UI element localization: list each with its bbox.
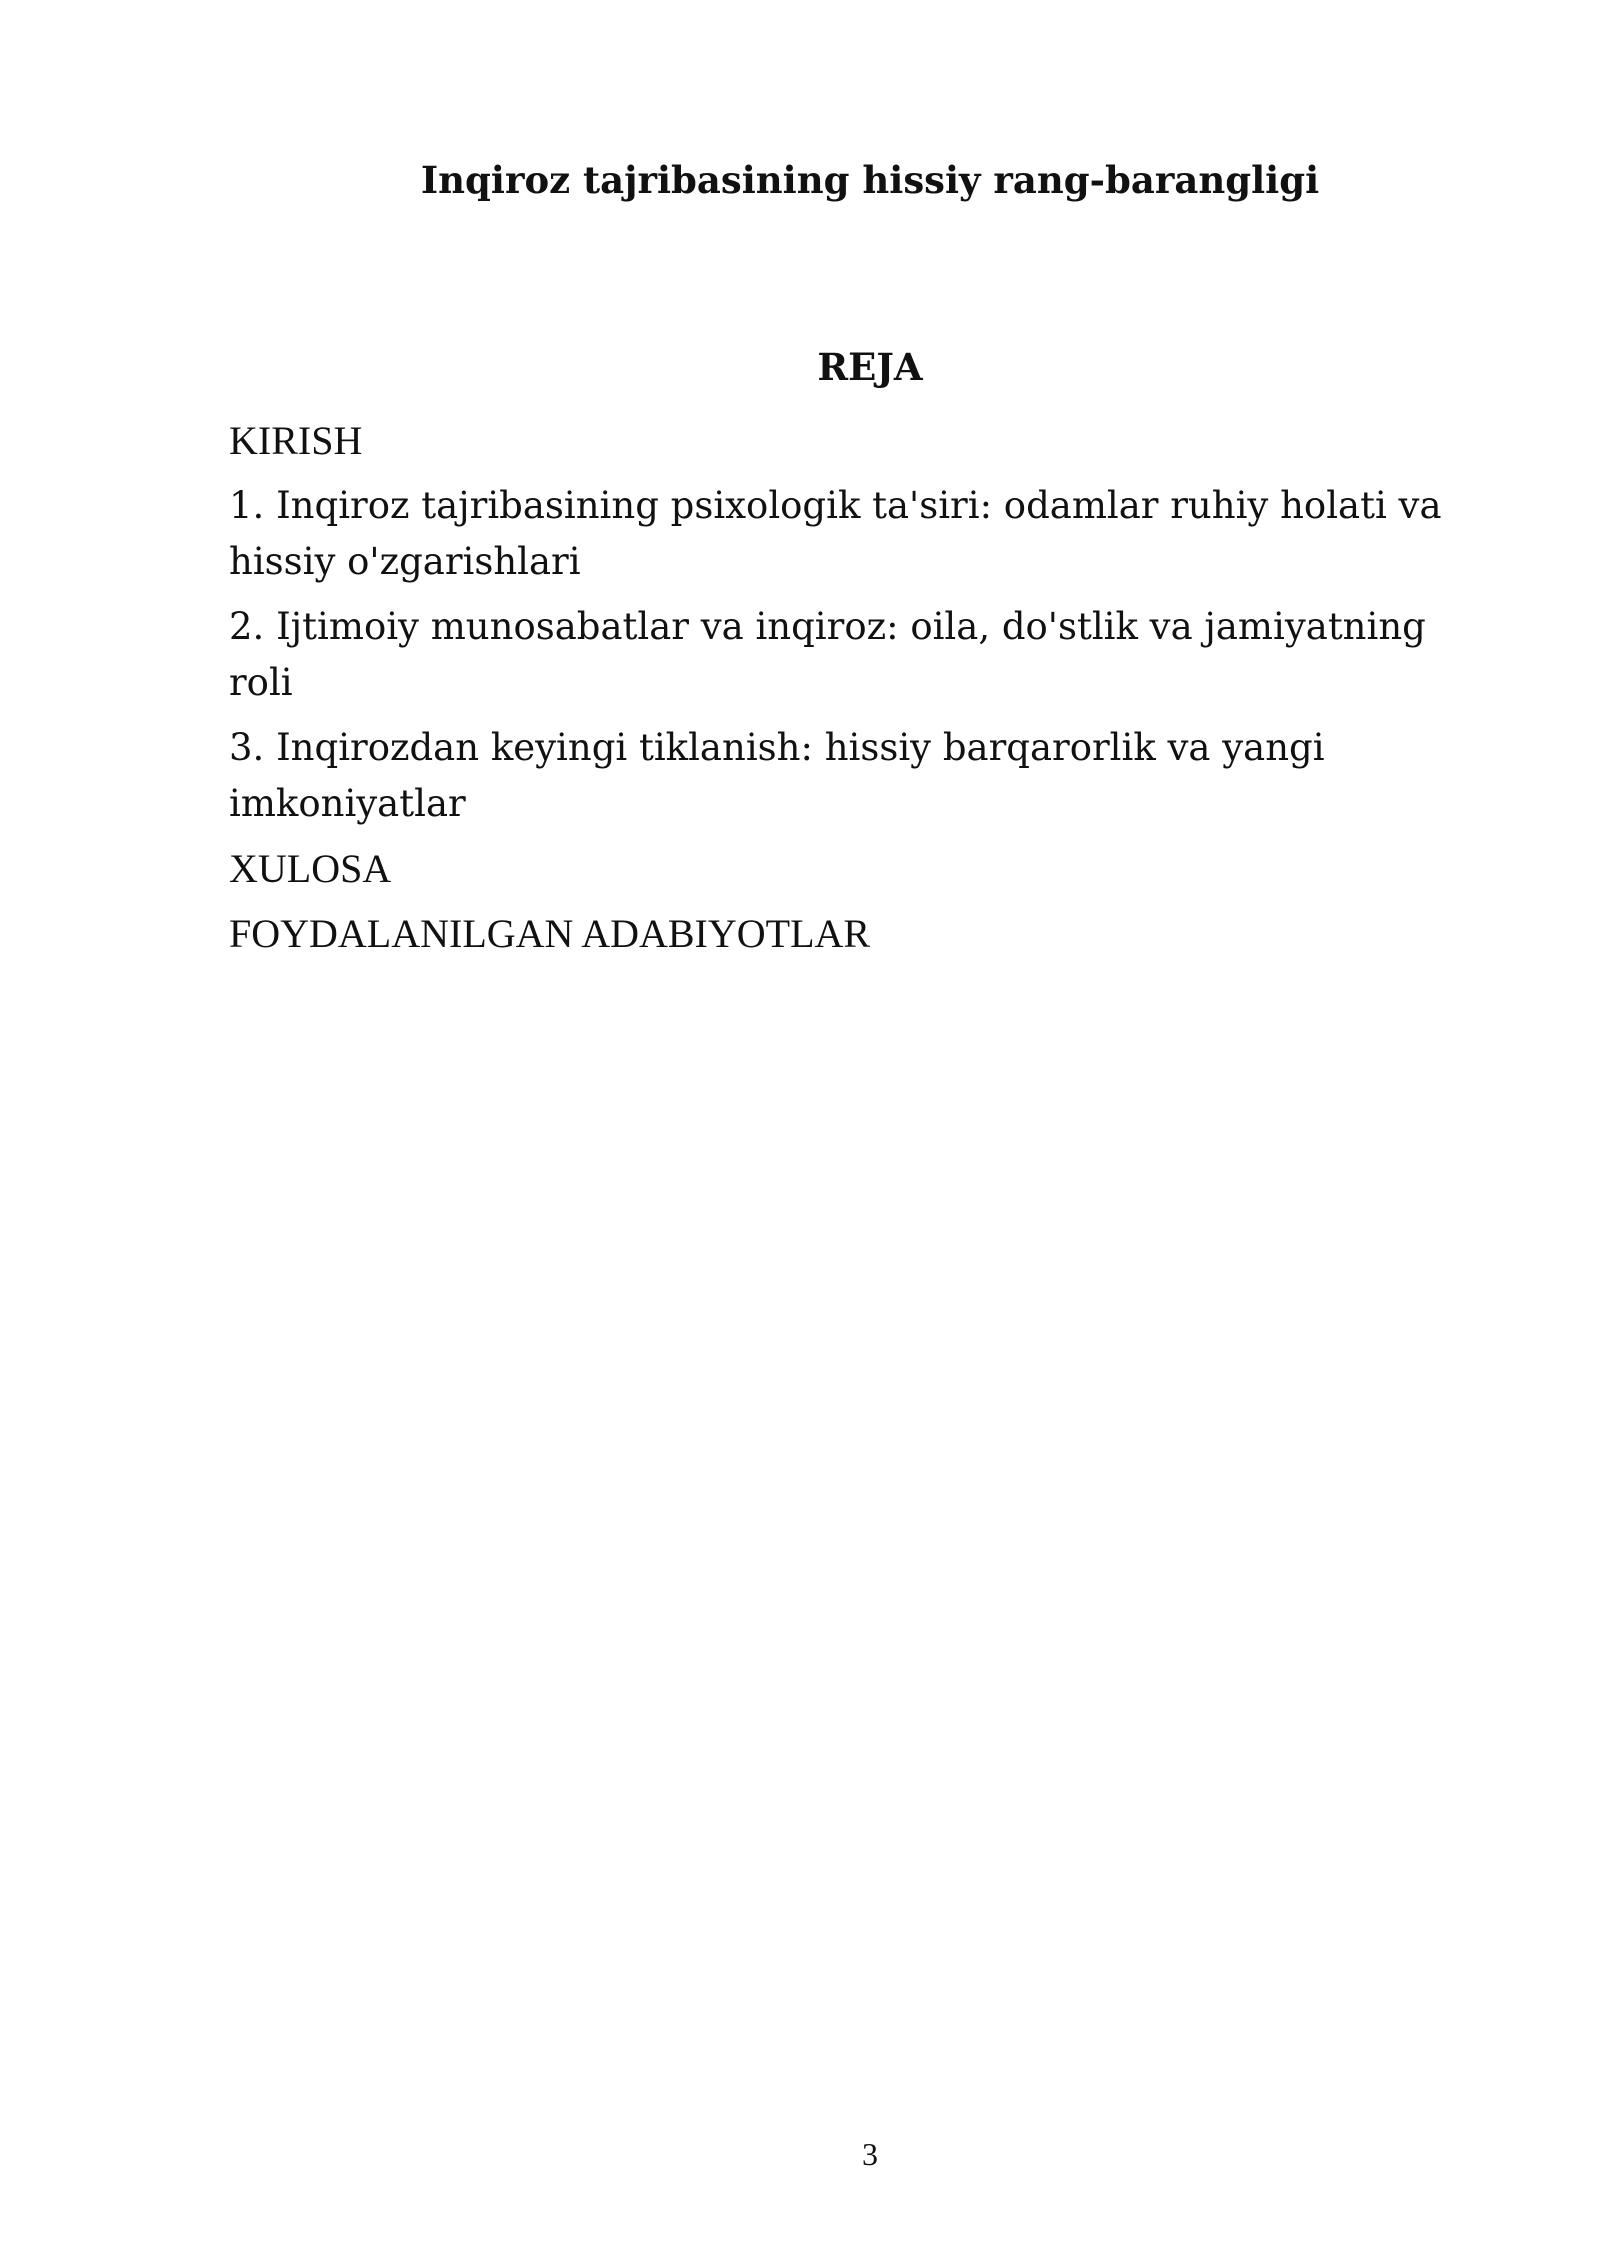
plan-item-references: FOYDALANILGAN ADABIYOTLAR [229,911,871,956]
plan-item-introduction: KIRISH [229,418,363,463]
plan-heading: REJA [817,345,923,389]
plan-item-conclusion: XULOSA [229,846,392,891]
plan-item-2: 2. Ijtimoiy munosabatlar va inqiroz: oila, do'stlik va jamiyatning roli [229,605,1426,704]
plan-item-3: 3. Inqirozdan keyingi tiklanish: hissiy barqarorlik va yangi imkoniyatlar [229,726,1325,825]
document-title: Inqiroz tajribasining hissiy rang-barangligi [420,158,1320,202]
plan-list [229,413,1494,971]
page-number: 3 [862,2136,878,2172]
plan-item-1: 1. Inqiroz tajribasining psixologik ta'siri: odamlar ruhiy holati va hissiy o'zgarishlari [229,484,1442,583]
